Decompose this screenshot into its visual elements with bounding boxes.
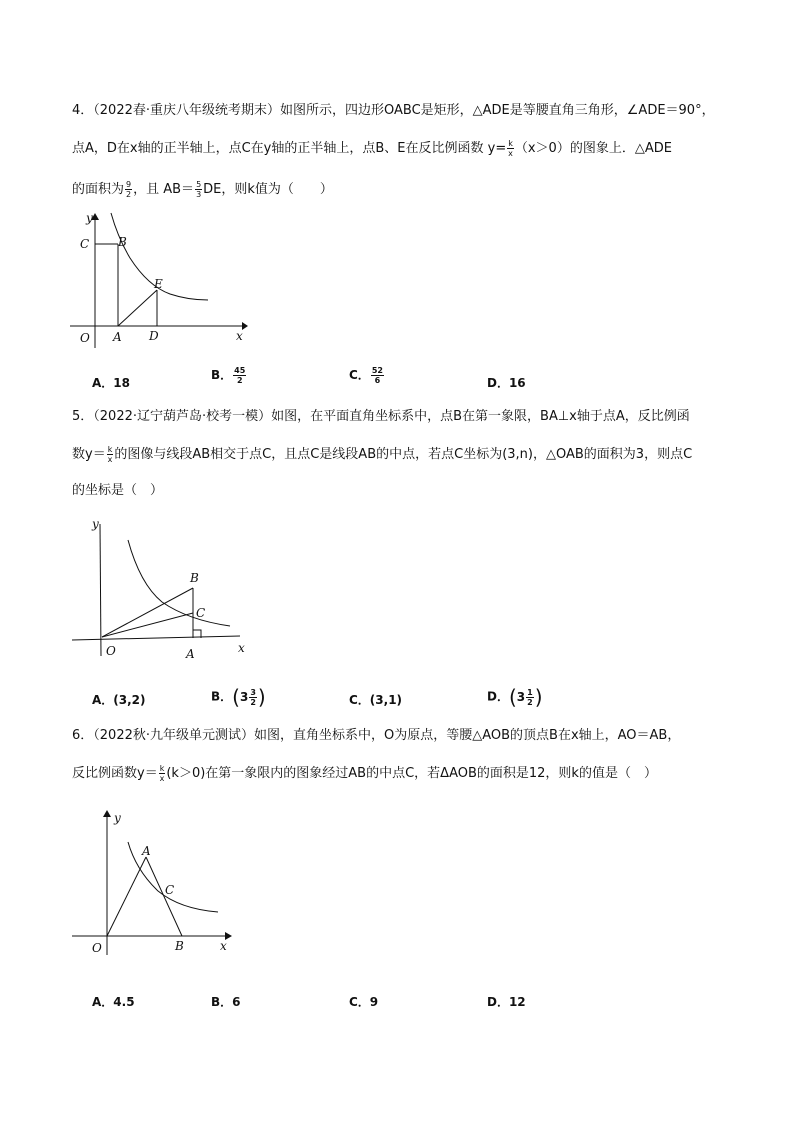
q5-label-B: B (190, 571, 199, 585)
option-prefix: B． (211, 689, 233, 704)
q6-fraction-k-over-x (159, 764, 166, 783)
q5-option-c[interactable]: C．(3,1) (349, 693, 403, 707)
q6-figure (70, 805, 245, 960)
paren-open: ( (508, 685, 517, 709)
q5-label-y: y (92, 517, 99, 531)
fraction-denominator: x (107, 455, 113, 464)
q6-line-2-end: (k＞0)在第一象限内的图象经过AB的中点C，若ΔAOB的面积是12，则k的值是（ ） (166, 766, 657, 781)
q4-fraction-area (125, 180, 132, 199)
fraction-numerator: 5 (196, 180, 202, 189)
fraction-denominator: 3 (196, 190, 202, 199)
q5-option-a[interactable]: A．(3,2) (92, 693, 146, 707)
q4-line-3-mid: ，且 AB＝ (133, 182, 195, 197)
q5-line-3: 的坐标是（ ） (72, 483, 164, 498)
option-prefix: D． (487, 689, 509, 704)
q4-option-b-fraction (233, 366, 246, 385)
q4-line-3-end: DE，则k值为（ ） (203, 182, 333, 197)
fraction-denominator: 2 (527, 697, 533, 707)
q4-label-C: C (80, 237, 90, 251)
q6-label-A: A (142, 844, 151, 858)
q6-option-a[interactable]: A．4.5 (92, 995, 135, 1009)
q4-label-O: O (80, 331, 90, 345)
q4-fraction-ab (195, 180, 202, 199)
q4-option-d[interactable]: D．16 (487, 376, 526, 390)
q4-line-2 (72, 139, 672, 158)
q6-line-2 (72, 764, 657, 783)
q6-label-O: O (92, 941, 102, 955)
q4-option-c[interactable] (349, 366, 385, 385)
q4-label-E: E (154, 277, 163, 291)
q6-label-B: B (175, 939, 184, 953)
q5-label-x: x (238, 641, 245, 655)
q5-option-d[interactable] (487, 685, 543, 709)
fraction-numerator: k (508, 139, 513, 148)
q5-option-b-fraction (249, 688, 257, 707)
fraction-denominator: 2 (236, 376, 243, 385)
q4-label-y: y (86, 211, 93, 225)
q5-option-d-fraction (526, 688, 534, 707)
q4-option-b[interactable] (211, 366, 247, 385)
q4-label-D: D (149, 329, 159, 343)
fraction-denominator: 2 (250, 697, 256, 707)
q5-label-C: C (196, 606, 206, 620)
fraction-numerator: 52 (371, 366, 383, 375)
q6-label-x: x (220, 939, 227, 953)
q6-option-b[interactable]: B．6 (211, 995, 241, 1009)
option-b-whole: 3 (239, 690, 249, 704)
fraction-denominator: x (508, 149, 513, 158)
q5-line-2 (72, 445, 692, 464)
q6-option-d[interactable]: D．12 (487, 995, 526, 1009)
q4-fraction-k-over-x (507, 139, 514, 158)
fraction-numerator: 9 (126, 180, 132, 189)
q5-line-2-start: 数y＝ (72, 447, 106, 462)
q4-line-1: 4．（2022春·重庆八年级统考期末）如图所示，四边形OABC是矩形，△ADE是等腰直角三角形，∠ADE＝90°， (72, 103, 715, 118)
fraction-denominator: x (159, 774, 165, 783)
q4-option-c-fraction (371, 366, 384, 385)
q4-label-B: B (118, 235, 127, 249)
q5-line-2-end: 的图像与线段AB相交于点C，且点C是线段AB的中点，若点C坐标为(3,n)，△OAB的面积为3，则点C (114, 447, 693, 462)
q6-line-1: 6．（2022秋·九年级单元测试）如图，直角坐标系中，O为原点，等腰△AOB的顶点B在x轴上，AO＝AB， (72, 728, 681, 743)
q5-label-A: A (186, 647, 195, 661)
q4-label-x: x (236, 329, 243, 343)
q4-line-2-end: （x＞0）的图象上．△ADE (514, 141, 672, 156)
fraction-numerator: 45 (234, 366, 246, 375)
q4-line-2-start: 点A，D在x轴的正半轴上，点C在y轴的正半轴上，点B、E在反比例函数 y= (72, 141, 507, 156)
q4-line-3 (72, 180, 333, 199)
option-prefix: B． (211, 368, 233, 382)
q6-line-2-start: 反比例函数y＝ (72, 766, 158, 781)
fraction-numerator: 1 (527, 687, 533, 697)
fraction-denominator: 2 (126, 190, 132, 199)
q4-option-a[interactable]: A．18 (92, 376, 130, 390)
q5-figure (70, 514, 255, 664)
fraction-numerator: k (159, 764, 165, 773)
q5-label-O: O (106, 644, 116, 658)
option-d-whole: 3 (516, 690, 526, 704)
q5-line-1: 5．（2022·辽宁葫芦岛·校考一模）如图，在平面直角坐标系中，点B在第一象限，BA⊥x轴于点A，反比例函 (72, 409, 690, 424)
q5-fraction-k-over-x (107, 445, 114, 464)
fraction-numerator: k (107, 445, 113, 454)
paren-close: ) (534, 685, 543, 709)
q6-label-C: C (165, 883, 175, 897)
paren-open: ( (232, 685, 240, 709)
option-prefix: C． (349, 368, 370, 382)
q6-label-y: y (114, 811, 121, 825)
q4-label-A: A (113, 330, 122, 344)
fraction-denominator: 6 (374, 376, 381, 385)
q5-option-b[interactable] (211, 685, 266, 709)
fraction-numerator: 3 (250, 687, 256, 697)
q6-option-c[interactable]: C．9 (349, 995, 379, 1009)
q4-line-3-start: 的面积为 (72, 182, 125, 197)
paren-close: ) (257, 685, 266, 709)
q4-figure (70, 208, 260, 358)
